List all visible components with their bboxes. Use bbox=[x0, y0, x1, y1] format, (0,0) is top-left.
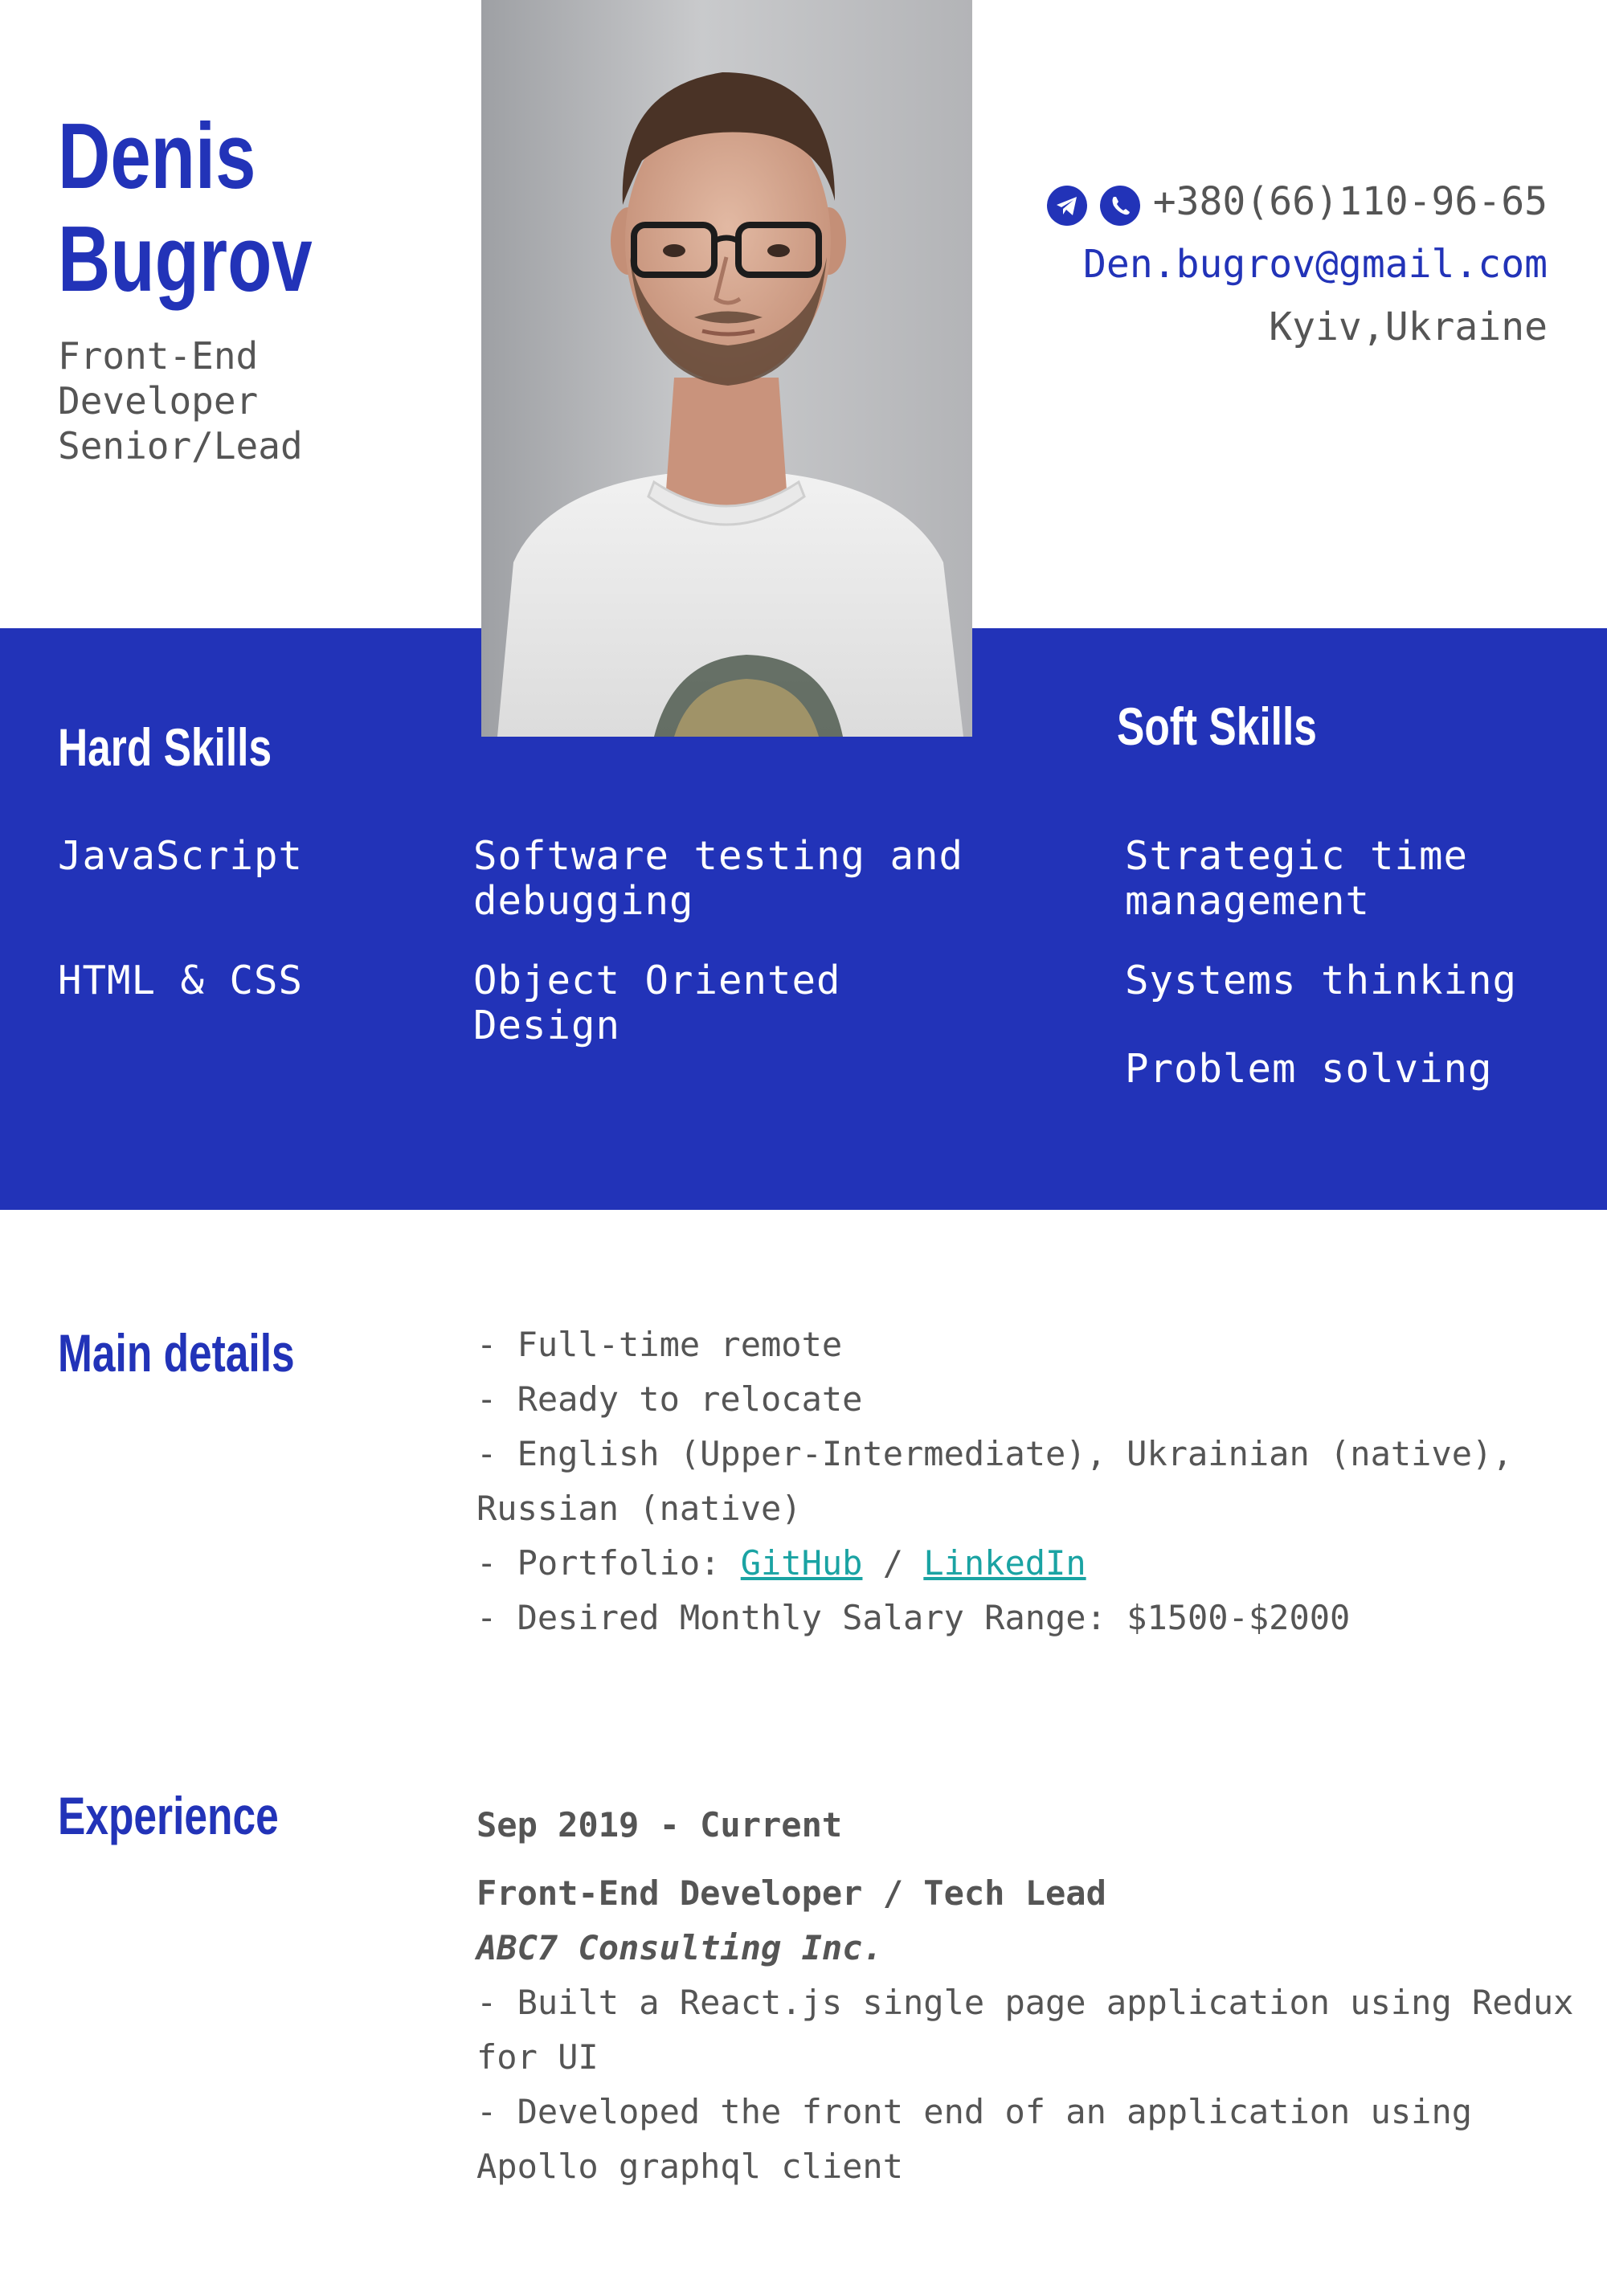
skill-item: HTML & CSS bbox=[58, 958, 304, 1003]
experience-bullet: Apollo graphql client bbox=[476, 2147, 904, 2186]
portfolio-label: - Portfolio: bbox=[476, 1543, 741, 1583]
skill-item: Strategic time management bbox=[1125, 833, 1469, 924]
phone-number[interactable]: +380(66)110-96-65 bbox=[1152, 179, 1548, 224]
profile-photo bbox=[481, 0, 972, 737]
location: Kyiv,Ukraine bbox=[1269, 304, 1548, 349]
role-line: Senior/Lead bbox=[58, 424, 303, 468]
experience-period: Sep 2019 - Current bbox=[476, 1805, 843, 1845]
skill-item: Object Oriented Design bbox=[473, 958, 841, 1048]
skill-item: Problem solving bbox=[1125, 1046, 1493, 1092]
email-link[interactable]: Den.bugrov@gmail.com bbox=[1083, 242, 1548, 287]
detail-line: Russian (native) bbox=[476, 1489, 802, 1528]
experience-bullet: for UI bbox=[476, 2037, 599, 2077]
hard-skills-title: Hard Skills bbox=[58, 717, 272, 777]
contact-info bbox=[1047, 170, 1548, 358]
detail-line: - Ready to relocate bbox=[476, 1379, 863, 1419]
linkedin-link[interactable]: LinkedIn bbox=[923, 1543, 1086, 1583]
experience-entry bbox=[476, 1798, 1573, 2194]
role-line: Front-End bbox=[58, 334, 259, 378]
skill-item: Software testing and debugging bbox=[473, 833, 964, 924]
link-separator: / bbox=[862, 1543, 924, 1583]
experience-title: Experience bbox=[58, 1786, 279, 1845]
job-role bbox=[58, 333, 303, 468]
first-name: Denis bbox=[58, 104, 256, 208]
whatsapp-icon[interactable] bbox=[1100, 182, 1140, 222]
github-link[interactable]: GitHub bbox=[740, 1543, 863, 1583]
skill-item: JavaScript bbox=[58, 833, 304, 879]
experience-bullet: - Built a React.js single page application using Redux bbox=[476, 1983, 1574, 2022]
detail-line: - Full-time remote bbox=[476, 1325, 843, 1364]
experience-company: ABC7 Consulting Inc. bbox=[476, 1928, 883, 1967]
soft-skills-title: Soft Skills bbox=[1117, 697, 1317, 756]
main-details-title: Main details bbox=[58, 1323, 295, 1383]
role-line: Developer bbox=[58, 379, 259, 423]
detail-line: - Desired Monthly Salary Range: $1500-$2000 bbox=[476, 1598, 1351, 1637]
last-name: Bugrov bbox=[58, 206, 313, 311]
experience-bullet: - Developed the front end of an application using bbox=[476, 2092, 1473, 2131]
main-details-list bbox=[476, 1318, 1513, 1645]
telegram-icon[interactable] bbox=[1047, 182, 1087, 222]
candidate-name bbox=[58, 104, 313, 310]
skill-item: Systems thinking bbox=[1125, 958, 1518, 1003]
detail-line: - English (Upper-Intermediate), Ukrainian (native), bbox=[476, 1434, 1513, 1473]
experience-job-title: Front-End Developer / Tech Lead bbox=[476, 1873, 1106, 1913]
phone-row bbox=[1047, 170, 1548, 233]
detail-line-portfolio bbox=[476, 1536, 1513, 1591]
